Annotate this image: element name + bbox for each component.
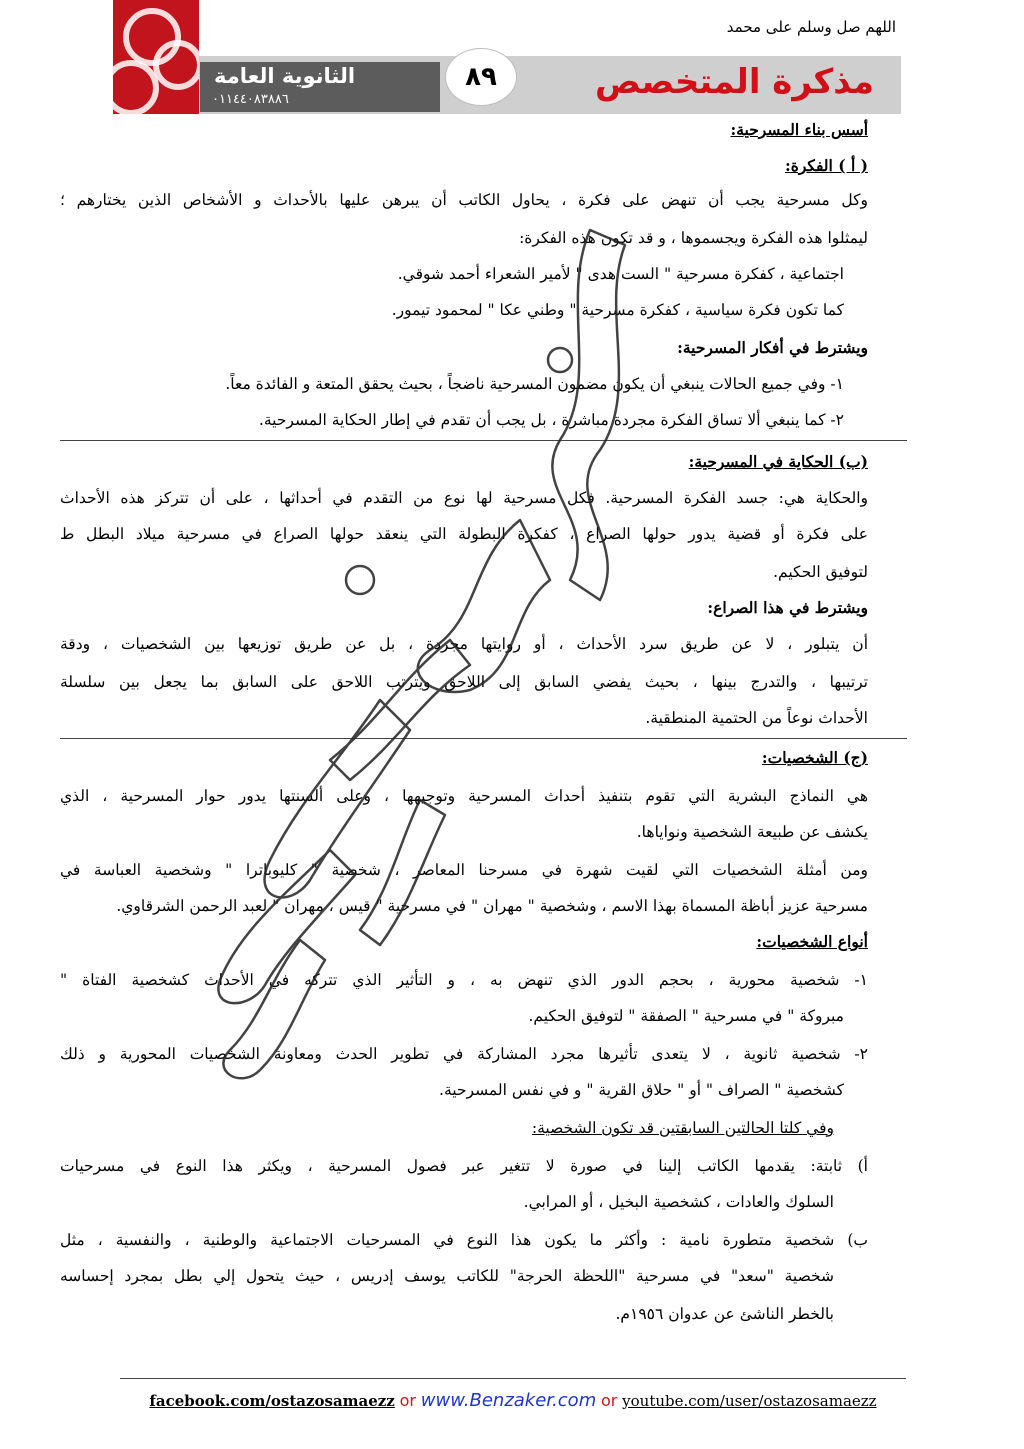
school-title: الثانوية العامة	[214, 64, 356, 88]
footer-separator: or	[399, 1391, 416, 1410]
text-line: على فكرة أو قضية يدور حولها الصراع ، كفكرة البطولة التي ينعقد حولها الصراع في مسرحية ميلاد البطل ط	[60, 525, 868, 543]
footer	[120, 1390, 906, 1411]
footer-separator: or	[601, 1391, 618, 1410]
list-item: ٢- شخصية ثانوية ، لا يتعدى تأثيرها مجرد المشاركة في تطوير الحدث ومعاونة الشخصيات المحورية و ذلك	[60, 1045, 868, 1063]
list-item: ١- شخصية محورية ، بحجم الدور الذي تنهض به ، و التأثير الذي تتركه في الأحداث كشخصية الفتاة "	[60, 971, 868, 989]
page-number: ٨٩	[445, 48, 517, 106]
text-line: كما تكون فكرة سياسية ، كفكرة مسرحية " وطني عكا " لمحمود تيمور.	[391, 301, 844, 319]
subsection-heading: ويشترط في أفكار المسرحية:	[677, 338, 868, 357]
text-line: وكل مسرحية يجب أن تنهض على فكرة ، يحاول الكاتب أن يبرهن عليها بالأحداث و الأشخاص الذين يختارهم ؛	[60, 191, 868, 209]
facebook-link[interactable]: facebook.com/ostazosamaezz	[149, 1392, 395, 1410]
subsection-heading: ويشترط في هذا الصراع:	[707, 598, 868, 617]
prayer-line: اللهم صل وسلم على محمد	[726, 18, 896, 36]
phone-number: ٠١١٤٤٠٨٣٨٨٦	[212, 92, 289, 107]
subsection-heading: (ب) الحكاية في المسرحية:	[688, 452, 868, 471]
text-line: أن يتبلور ، لا عن طريق سرد الأحداث ، أو روايتها مجردة ، بل عن طريق توزيعها بين الشخصيات ، ودقة	[60, 635, 868, 653]
text-line: اجتماعية ، كفكرة مسرحية " الست هدى " لأمير الشعراء أحمد شوقي.	[397, 265, 844, 283]
text-line: شخصية "سعد" في مسرحية "اللحظة الحرجة" للكاتب يوسف إدريس ، حيث يتحول إلي بطل بمجرد إحساسه	[60, 1267, 834, 1285]
youtube-link[interactable]: youtube.com/user/ostazosamaezz	[622, 1392, 877, 1410]
text-line: مبروكة " في مسرحية " الصفقة " لتوفيق الحكيم.	[528, 1007, 844, 1025]
text-line: ومن أمثلة الشخصيات التي لقيت شهرة في مسرحنا المعاصر ، شخصية " كليوباترا " وشخصية العباسة في	[60, 861, 868, 879]
text-line: الأحداث نوعاً من الحتمية المنطقية.	[645, 709, 868, 727]
text-line: يكشف عن طبيعة الشخصية ونواياها.	[636, 823, 868, 841]
text-line: بالخطر الناشئ عن عدوان ١٩٥٦م.	[615, 1305, 834, 1323]
subsection-heading: وفي كلتا الحالتين السابقتين قد تكون الشخصية:	[531, 1119, 834, 1137]
text-line: لتوفيق الحكيم.	[773, 563, 868, 581]
text-line: ١- وفي جميع الحالات ينبغي أن يكون مضمون المسرحية ناضجاً ، بحيث يحقق المتعة و الفائدة معاً.	[225, 375, 844, 393]
header-ornament	[113, 0, 199, 114]
subsection-heading: (ج) الشخصيات:	[761, 748, 868, 767]
list-item: ب) شخصية متطورة نامية : وأكثر ما يكون هذا النوع في المسرحيات الاجتماعية والوطنية ، والنفسية ، مثل	[60, 1231, 868, 1249]
subsection-heading: ( أ ) الفكرة:	[785, 156, 868, 175]
text-line: كشخصية " الصراف " أو " حلاق القرية " و في نفس المسرحية.	[439, 1081, 844, 1099]
divider	[60, 440, 907, 441]
text-line: ترتيبها ، والتدرج بينها ، بحيث يفضي السابق إلى اللاحق ويترتب اللاحق على السابق بما يجعل بين سلسلة	[60, 673, 868, 691]
website-link[interactable]: www.Benzaker.com	[420, 1390, 597, 1411]
text-line: السلوك والعادات ، كشخصية البخيل ، أو المرابي.	[523, 1193, 834, 1211]
section-heading: أسس بناء المسرحية:	[730, 120, 868, 139]
text-line: ليمثلوا هذه الفكرة ويجسموها ، و قد تكون هذه الفكرة:	[519, 229, 868, 247]
brand-title: مذكرة المتخصص	[594, 62, 874, 102]
text-line: ٢- كما ينبغي ألا تساق الفكرة مجردة مباشرة ، بل يجب أن تقدم في إطار الحكاية المسرحية.	[258, 411, 844, 429]
text-line: مسرحية عزيز أباظة المسماة بهذا الاسم ، وشخصية " مهران " في مسرحية " قيس ، مهران " لعبد الرحمن الشرقاوي.	[116, 897, 868, 915]
footer-divider	[120, 1378, 906, 1379]
divider	[60, 738, 907, 739]
subsection-heading: أنواع الشخصيات:	[756, 932, 868, 951]
text-line: والحكاية هي: جسد الفكرة المسرحية. فكل مسرحية لها نوع من التقدم في أحداثها ، على أن تتركز هذه الأحداث	[60, 489, 868, 507]
text-line: هي النماذج البشرية التي تقوم بتنفيذ أحداث المسرحية وتوجيهها ، وعلى ألسنتها يدور حوار المسرحية ، الذي	[60, 787, 868, 805]
list-item: أ) ثابتة: يقدمها الكاتب إلينا في صورة لا تتغير عبر فصول المسرحية ، ويكثر هذا النوع في مسرحيات	[60, 1157, 868, 1175]
